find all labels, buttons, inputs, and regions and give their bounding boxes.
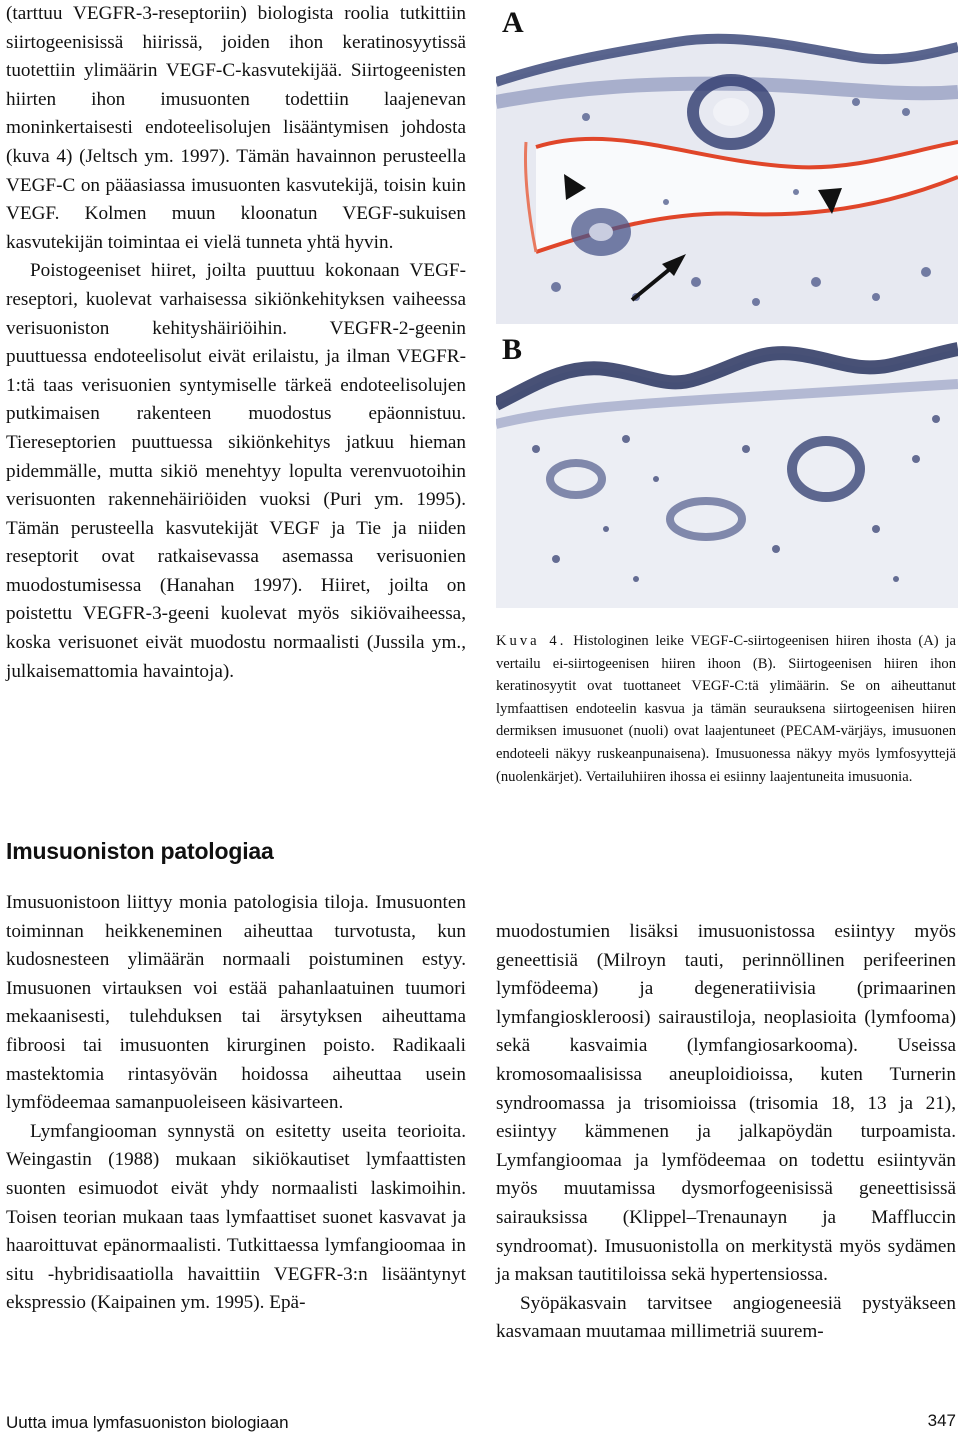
panel-b-label: B bbox=[502, 333, 523, 366]
figure-caption bbox=[496, 630, 956, 788]
right-column bbox=[496, 918, 956, 1347]
body-paragraph: Lymfangiooman synnystä on esitetty useita teorioita. Weingastin (1988) mukaan sikiökautiset lymfaattisten suonten esimuodot eivät yhdy normaalisti laskimoihin. Toisen teorian mukaan taas lymfaattiset suonet kasvavat ja haaroittuvat epänormaalisti. Tutkittaessa lymfangioomaa in situ -hybridisaatiolla havaittiin VEGFR-3:n lisääntynyt ekspressio (Kaipainen ym. 1995). Epä- bbox=[6, 1120, 466, 1314]
body-paragraph: Syöpäkasvain tarvitsee angiogeneesiä pystyäkseen kasvamaan muutamaa millimetriä suurem- bbox=[496, 1292, 956, 1343]
caption-text: Histologinen leike VEGF-C-siirtogeenisen hiiren ihosta (A) ja vertailu ei-siirtogeenisen hiiren ihoon (B). Siirtogeenisen hiiren ihon keratinosyytit ovat tuottaneet VEGF-C:tä ylimäärin. Se on aiheuttanut lymfaattisen endoteelin kasvua ja tämän seurauksena siirtogeenisen hiiren dermiksen imusuonet (nuoli) ovat laajentuneet (PECAM-värjäys, imusuonen endoteeli näkyy ruskeanpunaisena). Imusuonessa näkyy myös lymfosyyttejä (nuolenkärjet). Vertailuhiiren ihossa ei esiinny laajentuneita imusuonia. bbox=[496, 633, 956, 785]
panel-a-label: A bbox=[502, 6, 524, 39]
body-paragraph: Imusuonistoon liittyy monia patologisia tiloja. Imusuonten toiminnan heikkeneminen aiheuttaa turvotusta, kun kudosnesteen ylimäärän normaali poistuminen estyy. Imusuonen virtauksen voi estää pahanlaatuinen tuumori mekaanisesti, tulehduksen tai ärsytyksen aiheuttama fibroosi tai imusuonten kirurginen poisto. Radikaali mastektomia rintasyövän hoidossa aiheuttaa usein lymfödeemaa samanpuoleiseen käsivarteen. bbox=[6, 892, 466, 1114]
body-paragraph: (tarttuu VEGFR-3-reseptoriin) biologista roolia tutkittiin siirtogeenisissä hiirissä, joiden ihon keratinosyytissä tuotettiin ylimäärin VEGF-C-kasvutekijää. Siirtogeenisten hiirten ihon imusuonten todettiin laajenevan moninkertaisesti endoteelisolujen lisääntymisen johdosta (kuva 4) (Jeltsch ym. 1997). Tämän havainnon perusteella VEGF-C on pääasiassa imusuonten kasvutekijä, toisin kuin VEGF. Kolmen muun kloonatun VEGF-sukuisen kasvutekijän toimintaa ei vielä tunneta yhtä hyvin. bbox=[6, 3, 466, 253]
body-paragraph: Poistogeeniset hiiret, joilta puuttuu kokonaan VEGF-reseptori, kuolevat varhaisessa sikiönkehityksen vaiheessa verisuoniston kehityshäiriöihin. VEGFR-2-geenin puuttuessa endoteelisolut eivät erilaistu, ja ilman VEGFR-1:tä taas verisuonien syntymiselle tärkeä endoteelisolujen putkimaisen rakenteen muodostus epäonnistuu. Tiereseptorien puuttuessa sikiönkehitys jatkuu hieman pidemmälle, mutta sikiö menehtyy lopulta verenvuotoihin verisuonten rakennehäiriöiden vuoksi (Puri ym. 1995). Tämän perusteella kasvutekijät VEGF ja Tie ja niiden reseptorit ovat ratkaisevassa asemassa verisuonien muodostumisessa (Hanahan 1997). Hiiret, joilta on poistettu VEGFR-3-geeni kuolevat myös sikiövaiheessa, koska verisuonet eivät muodostu normaalisti (Jussila ym., julkaisemattomia havaintoja). bbox=[6, 260, 466, 682]
left-column-top bbox=[6, 0, 466, 686]
caption-label: Kuva 4. bbox=[496, 633, 567, 649]
panel-b-micrograph bbox=[496, 329, 958, 608]
running-footer-title: Uutta imua lymfasuoniston biologiaan bbox=[6, 1413, 289, 1432]
page-number: 347 bbox=[927, 1411, 956, 1430]
panel-a-micrograph bbox=[496, 2, 958, 324]
section-heading: Imusuoniston patologiaa bbox=[6, 838, 274, 864]
body-paragraph: muodostumien lisäksi imusuonistossa esiintyy myös geneettisiä (Milroyn tauti, perinnöllinen perifeerinen lymfödeema) ja degeneratiivisia (primaarinen lymfangioskleroosi) sairaustiloja, neoplasioita (lymfooma) sekä kasvaimia (lymfangiosarkooma). Useissa kromosomaalisissa aneuploidioissa, kuten Turnerin syndroomassa ja trisomioissa (trisomia 18, 13 ja 21), esiintyy kämmenen ja jalkapöydän turpoamista. Lymfangioomaa ja lymfödeemaa on todettu esiintyvän myös muutamissa dysmorfogeenisissä geneettisissä sairauksissa (Klippel–Trenaunayn ja Maffluccin syndroomat). Imusuonistolla on merkitystä myös sydämen ja maksan tautitiloissa sekä hypertensiossa. bbox=[496, 921, 956, 1286]
left-column-bottom bbox=[6, 889, 466, 1318]
histology-figure bbox=[496, 2, 958, 608]
